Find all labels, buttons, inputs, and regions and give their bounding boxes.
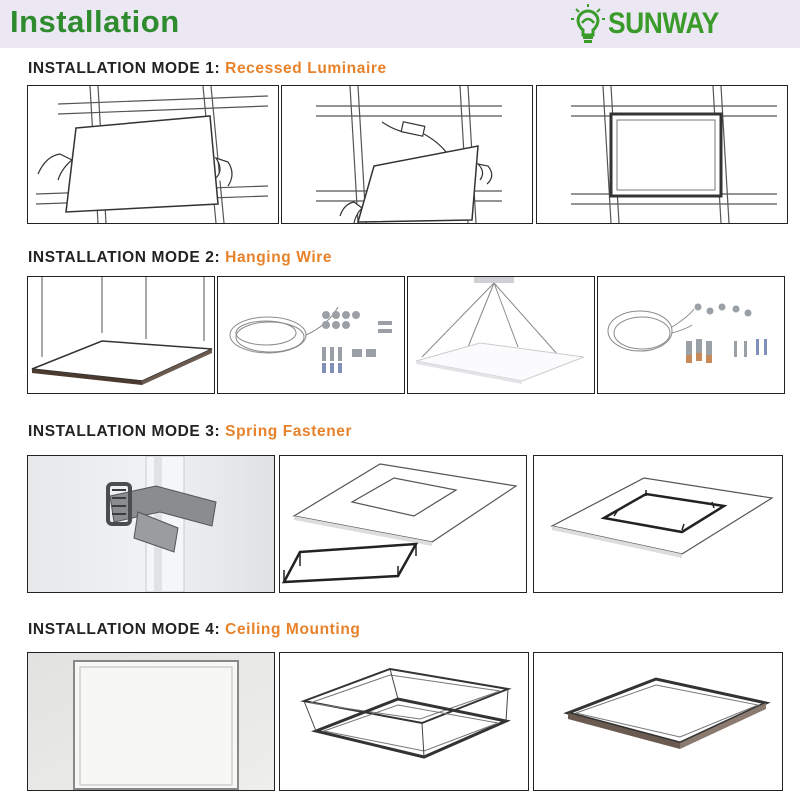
frame-below-ceiling-opening bbox=[279, 455, 527, 593]
brand-logo bbox=[568, 3, 728, 45]
mode-1-heading bbox=[28, 60, 387, 78]
mode-3-name: Spring Fastener bbox=[225, 423, 353, 440]
mode-2-heading bbox=[28, 249, 332, 267]
mode-4-heading bbox=[28, 621, 360, 639]
mode-4-name: Ceiling Mounting bbox=[225, 621, 361, 638]
header-bar bbox=[0, 0, 800, 48]
hanging-wire-kit-photo-2 bbox=[597, 276, 785, 394]
mode-1-prefix: INSTALLATION MODE 1: bbox=[28, 60, 226, 77]
brand-name: SUNWAY bbox=[608, 7, 719, 40]
spring-clip-photo bbox=[27, 455, 275, 593]
mode-3-heading bbox=[28, 423, 352, 441]
recessed-step-installed bbox=[536, 85, 788, 224]
surface-frame-exploded bbox=[279, 652, 529, 791]
hanging-wire-kit-photo bbox=[217, 276, 405, 394]
mode-2-prefix: INSTALLATION MODE 2: bbox=[28, 249, 226, 266]
recessed-step-connect-driver bbox=[281, 85, 533, 224]
mode-2-name: Hanging Wire bbox=[225, 249, 333, 266]
bulb-sun-icon bbox=[568, 3, 608, 45]
mode-3-prefix: INSTALLATION MODE 3: bbox=[28, 423, 226, 440]
suspended-panel-drawing bbox=[27, 276, 215, 394]
recessed-step-insert-panel bbox=[27, 85, 279, 224]
suspended-panel-photo bbox=[407, 276, 595, 394]
frame-in-ceiling-opening bbox=[533, 455, 783, 593]
mode-1-name: Recessed Luminaire bbox=[225, 60, 387, 77]
ceiling-surface-frame-photo bbox=[27, 652, 275, 791]
surface-frame-assembled bbox=[533, 652, 783, 791]
page-title: Installation bbox=[10, 4, 180, 39]
mode-4-prefix: INSTALLATION MODE 4: bbox=[28, 621, 226, 638]
